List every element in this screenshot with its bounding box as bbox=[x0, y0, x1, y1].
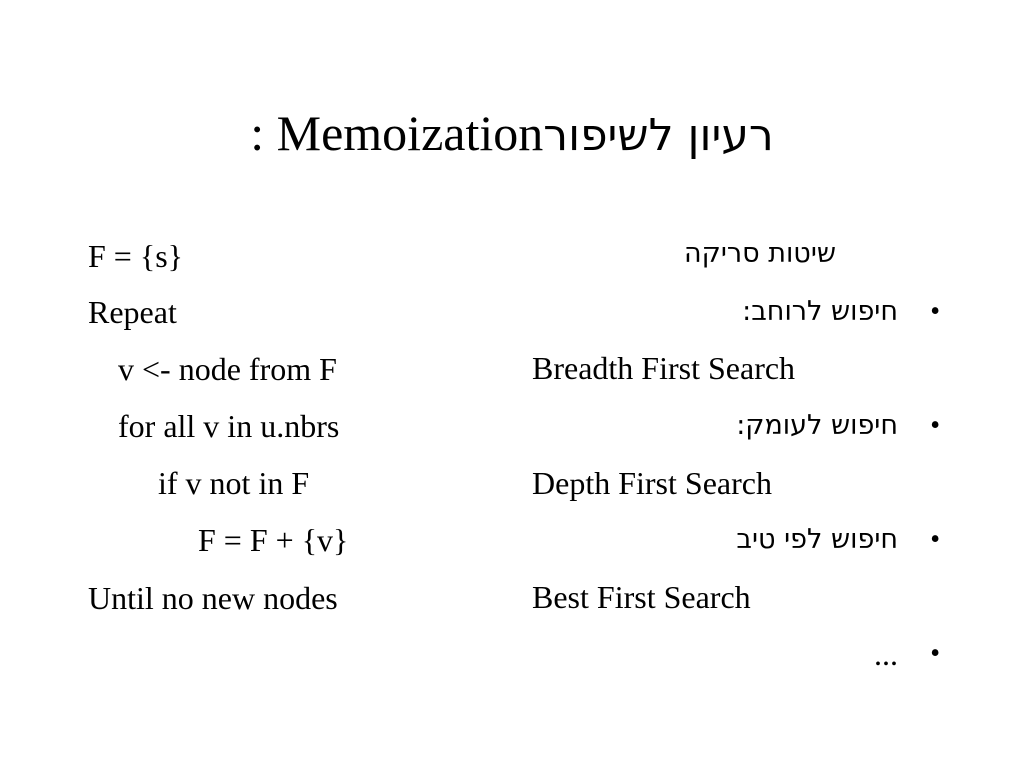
bullet-icon: • bbox=[930, 638, 940, 669]
title-hebrew: רעיון לשיפור bbox=[543, 110, 774, 161]
list-item-more bbox=[620, 634, 940, 674]
code-line-if-not-in: if v not in F bbox=[158, 465, 310, 501]
code-line-repeat: Repeat bbox=[88, 294, 177, 330]
code-line-until: Until no new nodes bbox=[88, 580, 338, 616]
list-item-label: ... bbox=[874, 636, 898, 672]
code-line-take-node: v <- node from F bbox=[118, 351, 337, 387]
search-methods-heading: שיטות סריקה bbox=[684, 238, 836, 269]
bullet-icon: • bbox=[930, 524, 940, 555]
list-item-best-first bbox=[620, 520, 940, 560]
list-item-label: חיפוש לעומק: bbox=[736, 410, 898, 441]
title-english: Memoization bbox=[276, 105, 544, 161]
code-line-init: F = {s} bbox=[88, 238, 184, 274]
bullet-icon: • bbox=[930, 296, 940, 327]
code-line-add: F = F + {v} bbox=[198, 522, 349, 558]
list-item-label: חיפוש לרוחב: bbox=[742, 296, 898, 327]
list-item-bfs bbox=[620, 292, 940, 332]
bullet-icon: • bbox=[930, 410, 940, 441]
list-item-english: Best First Search bbox=[532, 579, 751, 615]
title-prefix: : bbox=[250, 105, 277, 161]
code-line-for-neighbors: for all v in u.nbrs bbox=[118, 408, 340, 444]
list-item-english: Breadth First Search bbox=[532, 350, 796, 386]
list-item-label: חיפוש לפי טיב bbox=[736, 524, 898, 555]
slide-title bbox=[0, 103, 1024, 166]
list-item-english: Depth First Search bbox=[532, 465, 772, 501]
list-item-dfs bbox=[620, 406, 940, 446]
